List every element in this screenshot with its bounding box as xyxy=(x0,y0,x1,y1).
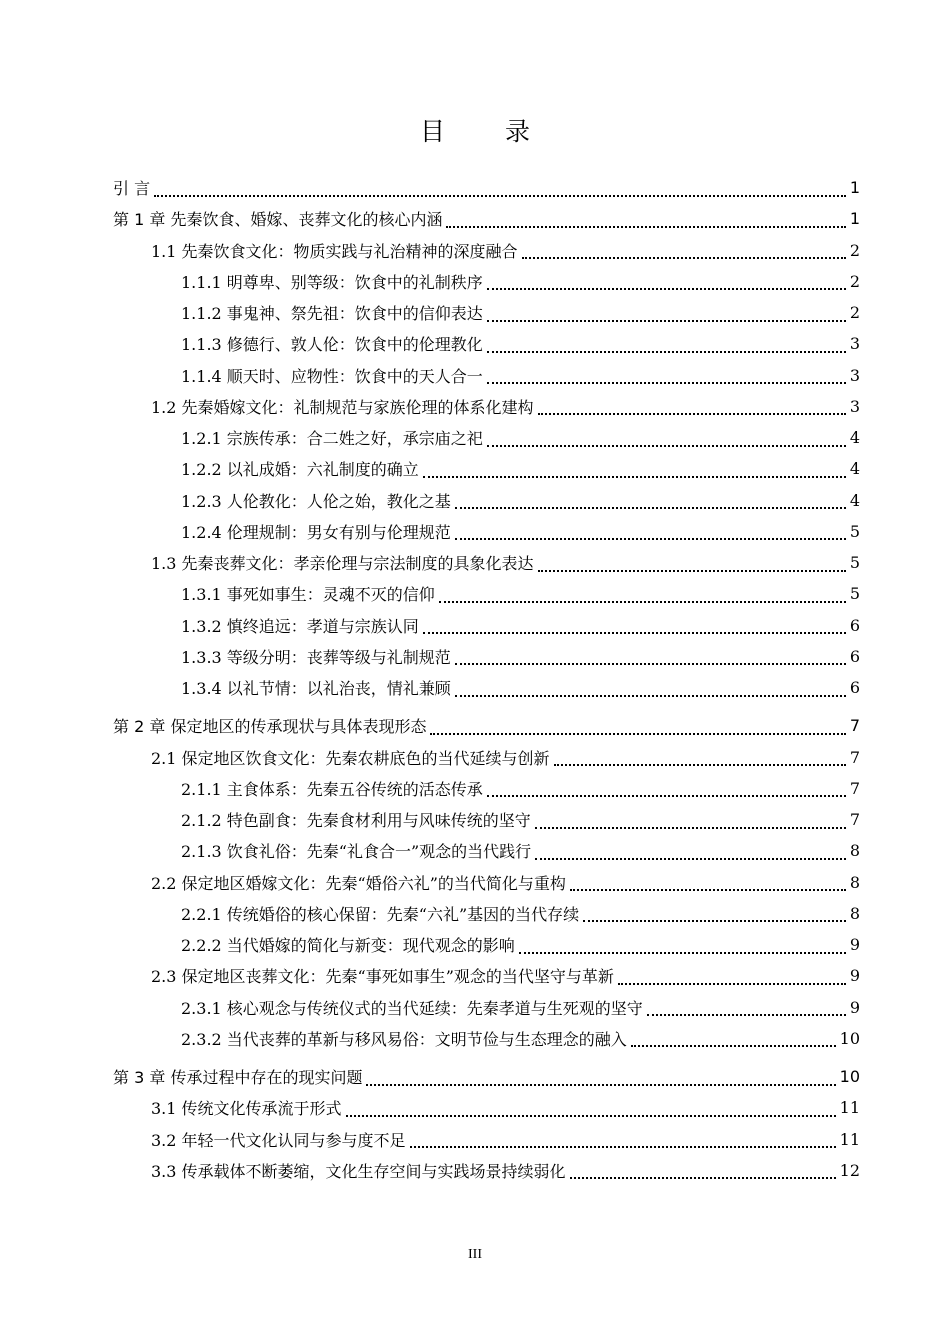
toc-subsection-entry xyxy=(113,898,860,929)
toc-entry-title: 1.3 先秦丧葬文化：孝亲伦理与宗法制度的具象化表达 xyxy=(151,554,534,574)
toc-dot-leader xyxy=(487,445,846,447)
toc-page-number: 10 xyxy=(839,1028,860,1048)
toc-entry-title: 1.1.4 顺天时、应物性：饮食中的天人合一 xyxy=(181,366,483,386)
toc-entry-title: 3.3 传承载体不断萎缩，文化生存空间与实践场景持续弱化 xyxy=(151,1161,566,1181)
toc-page-number: 7 xyxy=(849,716,860,736)
toc-chapter-entry xyxy=(113,172,860,203)
toc-page-number: 6 xyxy=(849,646,860,666)
toc-entry-title: 1.3.4 以礼节情：以礼治丧，情礼兼顾 xyxy=(181,679,451,699)
toc-dot-leader xyxy=(455,538,846,540)
toc-entry-title: 2.1.3 饮食礼俗：先秦“礼食合一”观念的当代践行 xyxy=(181,842,532,862)
toc-page-number: 5 xyxy=(849,553,860,573)
toc-entry-title: 1.2 先秦婚嫁文化：礼制规范与家族伦理的体系化建构 xyxy=(151,397,534,417)
toc-entry-title: 1.1 先秦饮食文化：物质实践与礼治精神的深度融合 xyxy=(151,241,518,261)
toc-dot-leader xyxy=(631,1045,836,1047)
toc-dot-leader xyxy=(423,632,846,634)
toc-dot-leader xyxy=(487,320,846,322)
toc-entry-title: 2.2 保定地区婚嫁文化：先秦“婚俗六礼”的当代简化与重构 xyxy=(151,873,566,893)
toc-subsection-entry xyxy=(113,297,860,328)
page-number-footer: III xyxy=(468,1247,482,1262)
toc-page-number: 7 xyxy=(849,747,860,767)
toc-entry-title: 1.1.1 明尊卑、别等级：饮食中的礼制秩序 xyxy=(181,272,483,292)
toc-dot-leader xyxy=(538,570,846,572)
toc-page-number: 12 xyxy=(839,1160,860,1180)
toc-subsection-entry xyxy=(113,578,860,609)
toc-subsection-entry xyxy=(113,360,860,391)
toc-entry-title: 1.2.1 宗族传承：合二姓之好，承宗庙之祀 xyxy=(181,429,483,449)
toc-subsection-entry xyxy=(113,328,860,359)
toc-dot-leader xyxy=(570,889,846,891)
toc-page-number: 10 xyxy=(839,1067,860,1087)
toc-dot-leader xyxy=(535,858,846,860)
toc-subsection-entry xyxy=(113,485,860,516)
toc-entry-title: 1.3.1 事死如事生：灵魂不灭的信仰 xyxy=(181,585,435,605)
toc-dot-leader xyxy=(618,983,846,985)
toc-dot-leader xyxy=(430,733,845,735)
page-title: 目 录 xyxy=(420,117,556,146)
toc-entry-title: 2.2.1 传统婚俗的核心保留：先秦“六礼”基因的当代存续 xyxy=(181,904,580,924)
toc-subsection-entry xyxy=(113,929,860,960)
toc-subsection-entry xyxy=(113,422,860,453)
toc-page-number: 1 xyxy=(849,178,860,198)
toc-entry-title: 1.2.2 以礼成婚：六礼制度的确立 xyxy=(181,460,419,480)
toc-section-entry xyxy=(113,235,860,266)
toc-page-number: 4 xyxy=(849,428,860,448)
toc-subsection-entry xyxy=(113,453,860,484)
toc-entry-title: 第 2 章 保定地区的传承现状与具体表现形态 xyxy=(113,717,427,737)
toc-entry-title: 2.3 保定地区丧葬文化：先秦“事死如事生”观念的当代坚守与革新 xyxy=(151,967,614,987)
toc-page-number: 8 xyxy=(849,872,860,892)
toc-subsection-entry xyxy=(113,773,860,804)
toc-entry-title: 2.3.2 当代丧葬的革新与移风易俗：文明节俭与生态理念的融入 xyxy=(181,1029,627,1049)
table-of-contents xyxy=(113,172,860,1186)
toc-dot-leader xyxy=(583,920,846,922)
toc-page-number: 4 xyxy=(849,490,860,510)
toc-subsection-entry xyxy=(113,835,860,866)
toc-section-entry xyxy=(113,1092,860,1123)
toc-dot-leader xyxy=(570,1177,836,1179)
toc-page-number: 2 xyxy=(849,303,860,323)
toc-section-entry xyxy=(113,960,860,991)
toc-dot-leader xyxy=(554,764,846,766)
toc-section-entry xyxy=(113,1124,860,1155)
toc-subsection-entry xyxy=(113,672,860,703)
toc-entry-title: 2.1 保定地区饮食文化：先秦农耕底色的当代延续与创新 xyxy=(151,748,550,768)
toc-page-number: 3 xyxy=(849,334,860,354)
toc-section-entry xyxy=(113,1155,860,1186)
toc-page-number: 7 xyxy=(849,778,860,798)
toc-subsection-entry xyxy=(113,992,860,1023)
toc-page-number: 4 xyxy=(849,459,860,479)
toc-section-entry xyxy=(113,391,860,422)
toc-dot-leader xyxy=(487,351,846,353)
toc-dot-leader xyxy=(487,795,846,797)
toc-page-number: 8 xyxy=(849,903,860,923)
toc-dot-leader xyxy=(410,1146,836,1148)
toc-dot-leader xyxy=(519,952,846,954)
toc-page-number: 7 xyxy=(849,810,860,830)
toc-page-number: 1 xyxy=(849,209,860,229)
toc-page-number: 6 xyxy=(849,678,860,698)
toc-entry-title: 第 3 章 传承过程中存在的现实问题 xyxy=(113,1068,363,1088)
toc-entry-title: 1.3.3 等级分明：丧葬等级与礼制规范 xyxy=(181,647,451,667)
toc-entry-title: 2.1.1 主食体系：先秦五谷传统的活态传承 xyxy=(181,779,483,799)
toc-dot-leader xyxy=(455,695,846,697)
toc-page-number: 3 xyxy=(849,365,860,385)
toc-section-entry xyxy=(113,867,860,898)
toc-chapter-entry xyxy=(113,1061,860,1092)
toc-entry-title: 2.2.2 当代婚嫁的简化与新变：现代观念的影响 xyxy=(181,936,515,956)
toc-dot-leader xyxy=(522,257,846,259)
toc-subsection-entry xyxy=(113,610,860,641)
toc-page-number: 11 xyxy=(839,1098,860,1118)
toc-chapter-entry xyxy=(113,203,860,234)
toc-page-number: 5 xyxy=(849,584,860,604)
toc-page-number: 2 xyxy=(849,240,860,260)
toc-subsection-entry xyxy=(113,804,860,835)
toc-dot-leader xyxy=(647,1014,846,1016)
toc-entry-title: 2.1.2 特色副食：先秦食材利用与风味传统的坚守 xyxy=(181,811,531,831)
toc-chapter-entry xyxy=(113,710,860,741)
toc-subsection-entry xyxy=(113,1023,860,1054)
toc-entry-title: 1.1.2 事鬼神、祭先祖：饮食中的信仰表达 xyxy=(181,304,483,324)
toc-entry-title: 1.2.4 伦理规制：男女有别与伦理规范 xyxy=(181,522,451,542)
toc-page-number: 2 xyxy=(849,271,860,291)
toc-page-number: 9 xyxy=(849,966,860,986)
toc-page-number: 8 xyxy=(849,841,860,861)
toc-page-number: 9 xyxy=(849,935,860,955)
toc-dot-leader xyxy=(423,476,846,478)
toc-entry-title: 1.2.3 人伦教化：人伦之始，教化之基 xyxy=(181,491,451,511)
toc-dot-leader xyxy=(455,663,846,665)
toc-page-number: 6 xyxy=(849,615,860,635)
toc-page-number: 5 xyxy=(849,521,860,541)
toc-entry-title: 第 1 章 先秦饮食、婚嫁、丧葬文化的核心内涵 xyxy=(113,210,443,230)
toc-page-number: 11 xyxy=(839,1129,860,1149)
toc-entry-title: 3.1 传统文化传承流于形式 xyxy=(151,1099,342,1119)
toc-dot-leader xyxy=(154,195,846,197)
toc-dot-leader xyxy=(538,413,846,415)
toc-page-number: 3 xyxy=(849,396,860,416)
toc-dot-leader xyxy=(366,1084,835,1086)
toc-entry-title: 1.3.2 慎终追远：孝道与宗族认同 xyxy=(181,616,419,636)
toc-dot-leader xyxy=(346,1115,836,1117)
toc-page-number: 9 xyxy=(849,997,860,1017)
toc-dot-leader xyxy=(439,601,846,603)
toc-entry-title: 2.3.1 核心观念与传统仪式的当代延续：先秦孝道与生死观的坚守 xyxy=(181,998,643,1018)
toc-dot-leader xyxy=(487,288,846,290)
toc-section-entry xyxy=(113,547,860,578)
toc-dot-leader xyxy=(487,382,846,384)
toc-entry-title: 引 言 xyxy=(113,179,151,199)
toc-subsection-entry xyxy=(113,641,860,672)
toc-entry-title: 1.1.3 修德行、敦人伦：饮食中的伦理教化 xyxy=(181,335,483,355)
toc-dot-leader xyxy=(535,827,846,829)
toc-subsection-entry xyxy=(113,266,860,297)
toc-subsection-entry xyxy=(113,516,860,547)
toc-section-entry xyxy=(113,742,860,773)
toc-entry-title: 3.2 年轻一代文化认同与参与度不足 xyxy=(151,1130,406,1150)
toc-dot-leader xyxy=(455,507,846,509)
toc-dot-leader xyxy=(446,226,845,228)
